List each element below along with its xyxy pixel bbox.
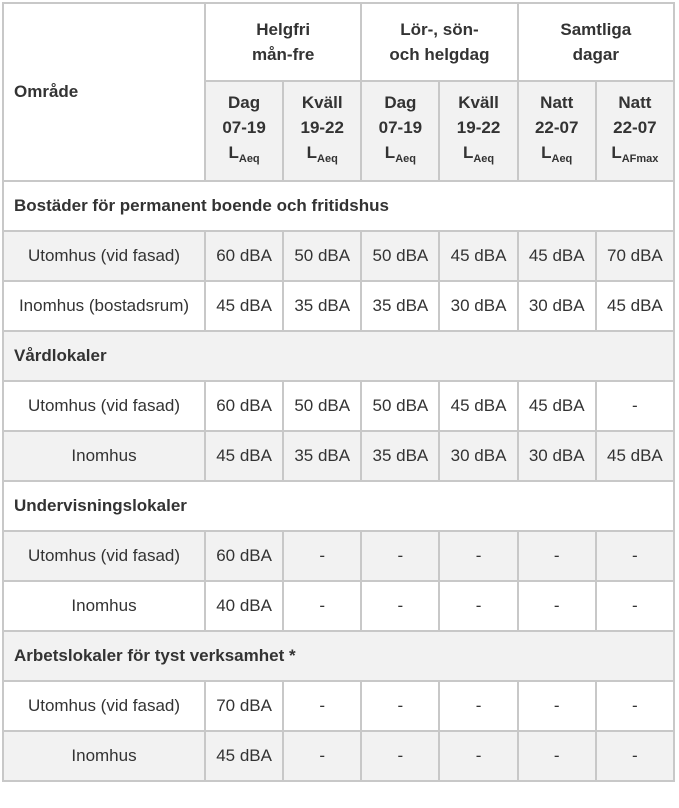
period-level-symbol: $L_{Aeq}$: [462, 143, 495, 165]
value-cell: 70 dBA: [205, 681, 283, 731]
header-group-all-days-line1: Samtliga: [560, 20, 632, 39]
value-cell: -: [439, 731, 517, 781]
value-cell: -: [596, 381, 674, 431]
period-name: Natt: [618, 93, 652, 112]
table-row: [3, 681, 674, 731]
value-cell: 50 dBA: [361, 381, 439, 431]
value-cell: 50 dBA: [283, 381, 361, 431]
period-hours: 07-19: [378, 118, 423, 137]
value-cell: 45 dBA: [596, 281, 674, 331]
value-cell: 30 dBA: [518, 281, 596, 331]
value-cell: -: [596, 731, 674, 781]
value-cell: 45 dBA: [205, 431, 283, 481]
period-name: Kväll: [301, 93, 343, 112]
section-title: Arbetslokaler för tyst verksamhet *: [3, 631, 674, 681]
value-cell: -: [439, 681, 517, 731]
table-row: [3, 531, 674, 581]
value-cell: 30 dBA: [518, 431, 596, 481]
header-group-all-days: [518, 3, 674, 81]
section-row: [3, 181, 674, 231]
section-title: Undervisningslokaler: [3, 481, 674, 531]
header-group-all-days-line2: dagar: [572, 45, 619, 64]
header-group-weekday-line1: Helgfri: [256, 20, 311, 39]
value-cell: -: [283, 581, 361, 631]
value-cell: -: [361, 581, 439, 631]
value-cell: -: [518, 581, 596, 631]
value-cell: -: [361, 731, 439, 781]
value-cell: 45 dBA: [439, 381, 517, 431]
value-cell: -: [439, 581, 517, 631]
header-period-2: [361, 81, 439, 181]
row-label: Inomhus: [3, 431, 205, 481]
row-label: Utomhus (vid fasad): [3, 381, 205, 431]
section-title: Vårdlokaler: [3, 331, 674, 381]
period-level-symbol: $L_{Aeq}$: [228, 143, 260, 165]
header-row-groups: [3, 3, 674, 81]
value-cell: -: [518, 731, 596, 781]
header-group-weekend-line2: och helgdag: [389, 45, 490, 64]
header-period-1: [283, 81, 361, 181]
table-row: [3, 431, 674, 481]
table-row: [3, 581, 674, 631]
period-level-symbol: $L_{Aeq}$: [384, 143, 416, 165]
header-group-weekday: [205, 3, 361, 81]
period-hours: 22-07: [613, 118, 657, 137]
value-cell: -: [596, 681, 674, 731]
row-label: Inomhus: [3, 731, 205, 781]
value-cell: 50 dBA: [283, 231, 361, 281]
value-cell: -: [596, 581, 674, 631]
value-cell: -: [283, 531, 361, 581]
value-cell: -: [518, 531, 596, 581]
value-cell: 45 dBA: [439, 231, 517, 281]
value-cell: 45 dBA: [205, 281, 283, 331]
value-cell: -: [283, 731, 361, 781]
value-cell: 30 dBA: [439, 431, 517, 481]
value-cell: 45 dBA: [518, 381, 596, 431]
period-name: Dag: [228, 93, 261, 112]
header-group-weekend: [361, 3, 517, 81]
period-hours: 19-22: [300, 118, 344, 137]
row-label: Inomhus (bostadsrum): [3, 281, 205, 331]
value-cell: 60 dBA: [205, 531, 283, 581]
row-label: Utomhus (vid fasad): [3, 231, 205, 281]
table-row: [3, 231, 674, 281]
period-level-symbol: $L_{Aeq}$: [306, 143, 338, 165]
value-cell: -: [518, 681, 596, 731]
value-cell: -: [283, 681, 361, 731]
row-label: Utomhus (vid fasad): [3, 681, 205, 731]
value-cell: -: [439, 531, 517, 581]
noise-guideline-table: [2, 2, 675, 782]
value-cell: 40 dBA: [205, 581, 283, 631]
value-cell: -: [596, 531, 674, 581]
value-cell: 45 dBA: [518, 231, 596, 281]
value-cell: 30 dBA: [439, 281, 517, 331]
header-period-5: [596, 81, 674, 181]
value-cell: 45 dBA: [205, 731, 283, 781]
period-hours: 19-22: [456, 118, 501, 137]
period-name: Kväll: [458, 93, 499, 112]
row-label: Inomhus: [3, 581, 205, 631]
value-cell: 45 dBA: [596, 431, 674, 481]
period-level-symbol: $L_{Aeq}$: [541, 143, 573, 165]
period-hours: 22-07: [534, 118, 579, 137]
section-row: [3, 331, 674, 381]
header-period-3: [439, 81, 517, 181]
table-row: [3, 381, 674, 431]
table-row: [3, 731, 674, 781]
section-row: [3, 481, 674, 531]
header-area: Område: [3, 3, 205, 181]
row-label: Utomhus (vid fasad): [3, 531, 205, 581]
value-cell: -: [361, 531, 439, 581]
value-cell: -: [361, 681, 439, 731]
header-period-0: [205, 81, 283, 181]
section-row: [3, 631, 674, 681]
section-title: Bostäder för permanent boende och fritidshus: [3, 181, 674, 231]
value-cell: 35 dBA: [361, 431, 439, 481]
value-cell: 50 dBA: [361, 231, 439, 281]
period-name: Natt: [540, 93, 574, 112]
period-hours: 07-19: [222, 118, 266, 137]
value-cell: 35 dBA: [361, 281, 439, 331]
period-level-symbol: $L_{AFmax}$: [611, 143, 659, 165]
value-cell: 35 dBA: [283, 281, 361, 331]
table-row: [3, 281, 674, 331]
header-group-weekend-line1: Lör-, sön-: [400, 20, 479, 39]
value-cell: 60 dBA: [205, 381, 283, 431]
value-cell: 70 dBA: [596, 231, 674, 281]
value-cell: 35 dBA: [283, 431, 361, 481]
header-period-4: [518, 81, 596, 181]
header-group-weekday-line2: mån-fre: [251, 45, 315, 64]
period-name: Dag: [384, 93, 417, 112]
value-cell: 60 dBA: [205, 231, 283, 281]
